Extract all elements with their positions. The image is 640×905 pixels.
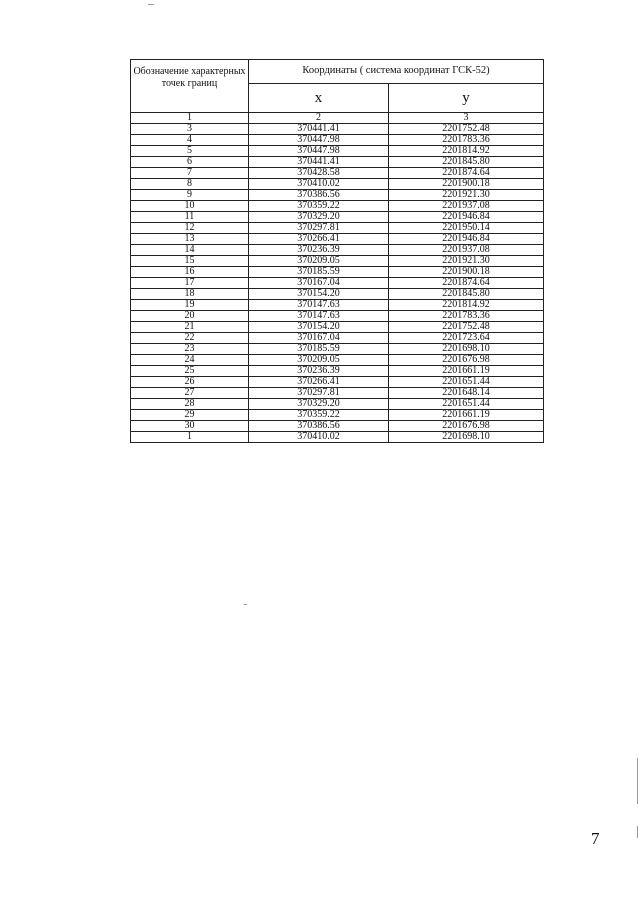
point-cell: 26 (131, 377, 249, 388)
table-row (131, 432, 544, 443)
y-cell: 2201946.84 (389, 212, 544, 223)
point-cell: 15 (131, 256, 249, 267)
point-cell: 4 (131, 135, 249, 146)
header-point-label: Обозначение характерных точек границ (131, 60, 249, 113)
x-cell: 370209.05 (249, 256, 389, 267)
column-number: 1 (131, 113, 249, 124)
x-cell: 370297.81 (249, 223, 389, 234)
y-cell: 2201698.10 (389, 344, 544, 355)
table-row (131, 410, 544, 421)
y-cell: 2201814.92 (389, 300, 544, 311)
x-cell: 370386.56 (249, 190, 389, 201)
table-row (131, 289, 544, 300)
y-cell: 2201783.36 (389, 135, 544, 146)
table-row (131, 201, 544, 212)
column-number: 3 (389, 113, 544, 124)
x-cell: 370185.59 (249, 267, 389, 278)
point-cell: 18 (131, 289, 249, 300)
point-cell: 9 (131, 190, 249, 201)
point-cell: 5 (131, 146, 249, 157)
table-row (131, 333, 544, 344)
x-cell: 370410.02 (249, 179, 389, 190)
x-cell: 370329.20 (249, 399, 389, 410)
point-cell: 29 (131, 410, 249, 421)
table-row (131, 377, 544, 388)
x-cell: 370266.41 (249, 234, 389, 245)
point-cell: 25 (131, 366, 249, 377)
table-row (131, 300, 544, 311)
table-row (131, 135, 544, 146)
x-cell: 370447.98 (249, 146, 389, 157)
table-row (131, 245, 544, 256)
point-cell: 13 (131, 234, 249, 245)
point-cell: 11 (131, 212, 249, 223)
table-row (131, 388, 544, 399)
y-cell: 2201783.36 (389, 311, 544, 322)
x-cell: 370359.22 (249, 410, 389, 421)
y-cell: 2201723.64 (389, 333, 544, 344)
point-cell: 10 (131, 201, 249, 212)
point-cell: 14 (131, 245, 249, 256)
point-cell: 27 (131, 388, 249, 399)
y-cell: 2201651.44 (389, 377, 544, 388)
point-cell: 8 (131, 179, 249, 190)
table-row (131, 311, 544, 322)
y-cell: 2201676.98 (389, 355, 544, 366)
x-cell: 370167.04 (249, 278, 389, 289)
x-cell: 370167.04 (249, 333, 389, 344)
y-cell: 2201921.30 (389, 190, 544, 201)
point-cell: 16 (131, 267, 249, 278)
x-cell: 370266.41 (249, 377, 389, 388)
x-cell: 370236.39 (249, 366, 389, 377)
x-cell: 370410.02 (249, 432, 389, 443)
y-cell: 2201648.14 (389, 388, 544, 399)
point-cell: 30 (131, 421, 249, 432)
table-row (131, 421, 544, 432)
scan-mark (148, 4, 154, 5)
table-row (131, 124, 544, 135)
y-cell: 2201874.64 (389, 168, 544, 179)
y-cell: 2201752.48 (389, 322, 544, 333)
point-cell: 19 (131, 300, 249, 311)
x-cell: 370147.63 (249, 311, 389, 322)
point-cell: 6 (131, 157, 249, 168)
y-cell: 2201845.80 (389, 289, 544, 300)
x-cell: 370154.20 (249, 289, 389, 300)
x-cell: 370297.81 (249, 388, 389, 399)
y-cell: 2201874.64 (389, 278, 544, 289)
x-cell: 370359.22 (249, 201, 389, 212)
point-cell: 3 (131, 124, 249, 135)
coordinates-table (130, 59, 544, 443)
point-cell: 12 (131, 223, 249, 234)
x-cell: 370209.05 (249, 355, 389, 366)
table-row (131, 212, 544, 223)
point-cell: 1 (131, 432, 249, 443)
x-cell: 370386.56 (249, 421, 389, 432)
table-row (131, 234, 544, 245)
table-row (131, 322, 544, 333)
x-cell: 370447.98 (249, 135, 389, 146)
column-numbers-row (131, 113, 544, 124)
page-number: 7 (591, 829, 600, 848)
y-cell: 2201676.98 (389, 421, 544, 432)
x-cell: 370147.63 (249, 300, 389, 311)
table-row (131, 355, 544, 366)
point-cell: 24 (131, 355, 249, 366)
point-cell: 21 (131, 322, 249, 333)
y-cell: 2201950.14 (389, 223, 544, 234)
x-cell: 370441.41 (249, 157, 389, 168)
table-row (131, 399, 544, 410)
x-cell: 370441.41 (249, 124, 389, 135)
scan-mark (244, 604, 247, 605)
table-row (131, 146, 544, 157)
y-cell: 2201845.80 (389, 157, 544, 168)
point-cell: 7 (131, 168, 249, 179)
x-cell: 370185.59 (249, 344, 389, 355)
table-body (131, 124, 544, 443)
y-cell: 2201814.92 (389, 146, 544, 157)
scan-mark (637, 758, 638, 804)
table-row (131, 278, 544, 289)
y-cell: 2201661.19 (389, 366, 544, 377)
y-cell: 2201921.30 (389, 256, 544, 267)
table-row (131, 157, 544, 168)
header-x: x (249, 84, 389, 113)
y-cell: 2201651.44 (389, 399, 544, 410)
y-cell: 2201900.18 (389, 179, 544, 190)
x-cell: 370329.20 (249, 212, 389, 223)
point-cell: 20 (131, 311, 249, 322)
y-cell: 2201661.19 (389, 410, 544, 421)
point-cell: 28 (131, 399, 249, 410)
table-row (131, 366, 544, 377)
y-cell: 2201698.10 (389, 432, 544, 443)
point-cell: 23 (131, 344, 249, 355)
table-row (131, 267, 544, 278)
y-cell: 2201946.84 (389, 234, 544, 245)
point-cell: 22 (131, 333, 249, 344)
y-cell: 2201752.48 (389, 124, 544, 135)
header-coordinates: Координаты ( система координат ГСК-52) (249, 60, 544, 84)
y-cell: 2201900.18 (389, 267, 544, 278)
x-cell: 370428.58 (249, 168, 389, 179)
table-row (131, 168, 544, 179)
x-cell: 370154.20 (249, 322, 389, 333)
table-row (131, 344, 544, 355)
header-y: y (389, 84, 544, 113)
table-row (131, 179, 544, 190)
y-cell: 2201937.08 (389, 201, 544, 212)
scan-mark (637, 826, 638, 838)
table-row (131, 256, 544, 267)
column-number: 2 (249, 113, 389, 124)
y-cell: 2201937.08 (389, 245, 544, 256)
table-row (131, 190, 544, 201)
x-cell: 370236.39 (249, 245, 389, 256)
table-row (131, 223, 544, 234)
table-header (131, 60, 544, 124)
point-cell: 17 (131, 278, 249, 289)
